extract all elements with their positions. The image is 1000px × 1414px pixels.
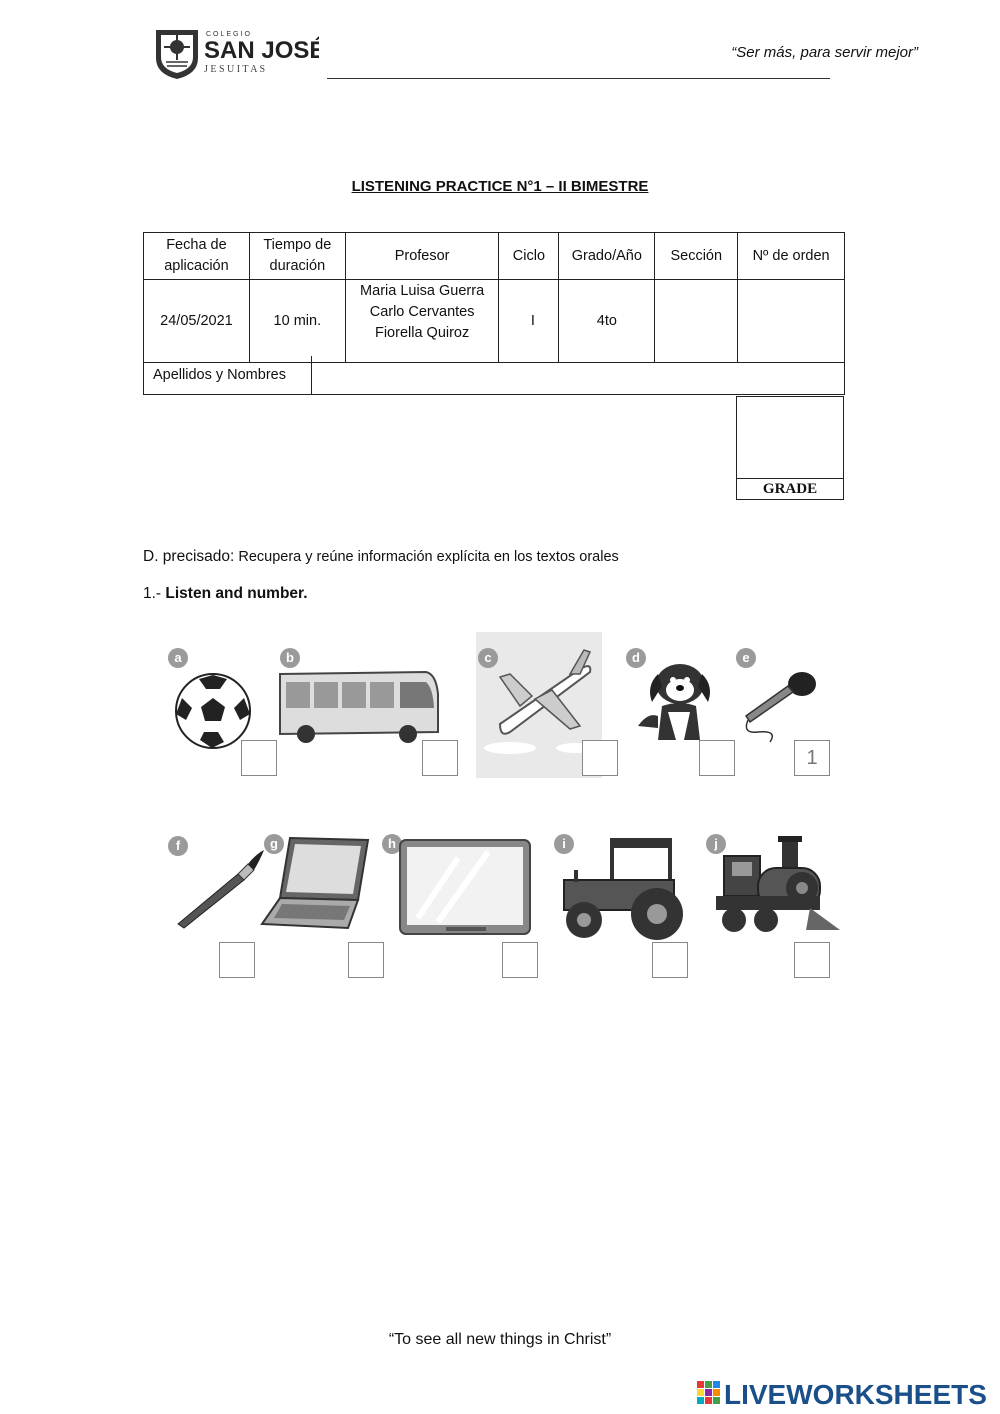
cell-fecha: 24/05/2021 bbox=[144, 280, 250, 363]
header-fecha: Fecha de aplicación bbox=[144, 233, 250, 280]
cell-profesores bbox=[345, 280, 499, 363]
header-line bbox=[327, 78, 830, 79]
cell-grado: 4to bbox=[559, 280, 655, 363]
tractor-icon bbox=[554, 834, 694, 944]
answer-box-a[interactable] bbox=[241, 740, 277, 776]
badge-h: h bbox=[382, 834, 402, 854]
profesor-2: Carlo Cervantes bbox=[369, 304, 475, 320]
header-ciclo: Ciclo bbox=[499, 233, 559, 280]
school-motto: “Ser más, para servir mejor” bbox=[731, 44, 918, 61]
answer-box-h[interactable] bbox=[502, 942, 538, 978]
grade-box[interactable] bbox=[736, 396, 844, 500]
school-logo bbox=[154, 24, 319, 80]
cell-tiempo: 10 min. bbox=[249, 280, 345, 363]
header-profesor: Profesor bbox=[345, 233, 499, 280]
question-1 bbox=[143, 585, 308, 603]
question-text: Listen and number. bbox=[165, 585, 308, 602]
answer-box-g[interactable] bbox=[348, 942, 384, 978]
badge-c: c bbox=[478, 648, 498, 668]
header-grado: Grado/Año bbox=[559, 233, 655, 280]
cell-seccion[interactable] bbox=[655, 280, 738, 363]
badge-g: g bbox=[264, 834, 284, 854]
svg-text:COLEGIO: COLEGIO bbox=[206, 31, 252, 38]
whiteboard-icon bbox=[398, 838, 533, 938]
header-seccion: Sección bbox=[655, 233, 738, 280]
profesor-3: Fiorella Quiroz bbox=[374, 325, 470, 341]
svg-text:LIVEWORKSHEETS: LIVEWORKSHEETS bbox=[724, 1379, 987, 1409]
answer-box-j[interactable] bbox=[794, 942, 830, 978]
bus-icon bbox=[276, 664, 441, 744]
badge-f: f bbox=[168, 836, 188, 856]
laptop-icon bbox=[260, 834, 375, 934]
microphone-icon bbox=[738, 664, 828, 744]
svg-text:J E S U I T A S: J E S U I T A S bbox=[204, 64, 266, 75]
answer-box-c[interactable] bbox=[582, 740, 618, 776]
badge-d: d bbox=[626, 648, 646, 668]
grade-label: GRADE bbox=[737, 478, 843, 499]
cell-orden[interactable] bbox=[738, 280, 845, 363]
header-orden: Nº de orden bbox=[738, 233, 845, 280]
desempeno-text: Recupera y reúne información explícita en los textos orales bbox=[234, 549, 619, 565]
liveworksheets-logo bbox=[697, 1377, 997, 1414]
info-table bbox=[143, 232, 845, 363]
desempeno-precisado bbox=[143, 548, 619, 566]
badge-b: b bbox=[280, 648, 300, 668]
badge-j: j bbox=[706, 834, 726, 854]
answer-box-e[interactable]: 1 bbox=[794, 740, 830, 776]
paintbrush-icon bbox=[172, 836, 267, 931]
desempeno-label: D. precisado: bbox=[143, 548, 235, 565]
answer-box-b[interactable] bbox=[422, 740, 458, 776]
badge-i: i bbox=[554, 834, 574, 854]
cell-ciclo: I bbox=[499, 280, 559, 363]
header-tiempo: Tiempo de duración bbox=[249, 233, 345, 280]
names-row bbox=[143, 356, 845, 395]
dog-icon bbox=[630, 656, 725, 746]
answer-box-d[interactable] bbox=[699, 740, 735, 776]
answer-box-f[interactable] bbox=[219, 942, 255, 978]
names-label: Apellidos y Nombres bbox=[144, 356, 312, 394]
badge-a: a bbox=[168, 648, 188, 668]
page-title: LISTENING PRACTICE N°1 – II BIMESTRE bbox=[351, 178, 649, 195]
answer-box-i[interactable] bbox=[652, 942, 688, 978]
badge-e: e bbox=[736, 648, 756, 668]
question-number: 1.- bbox=[143, 585, 166, 602]
profesor-1: Maria Luisa Guerra bbox=[360, 283, 485, 299]
plane-icon bbox=[480, 644, 600, 754]
footer-quote: “To see all new things in Christ” bbox=[388, 1331, 612, 1348]
svg-text:SAN JOSÉ: SAN JOSÉ bbox=[204, 37, 319, 64]
train-icon bbox=[710, 834, 845, 944]
names-input[interactable] bbox=[312, 356, 844, 394]
